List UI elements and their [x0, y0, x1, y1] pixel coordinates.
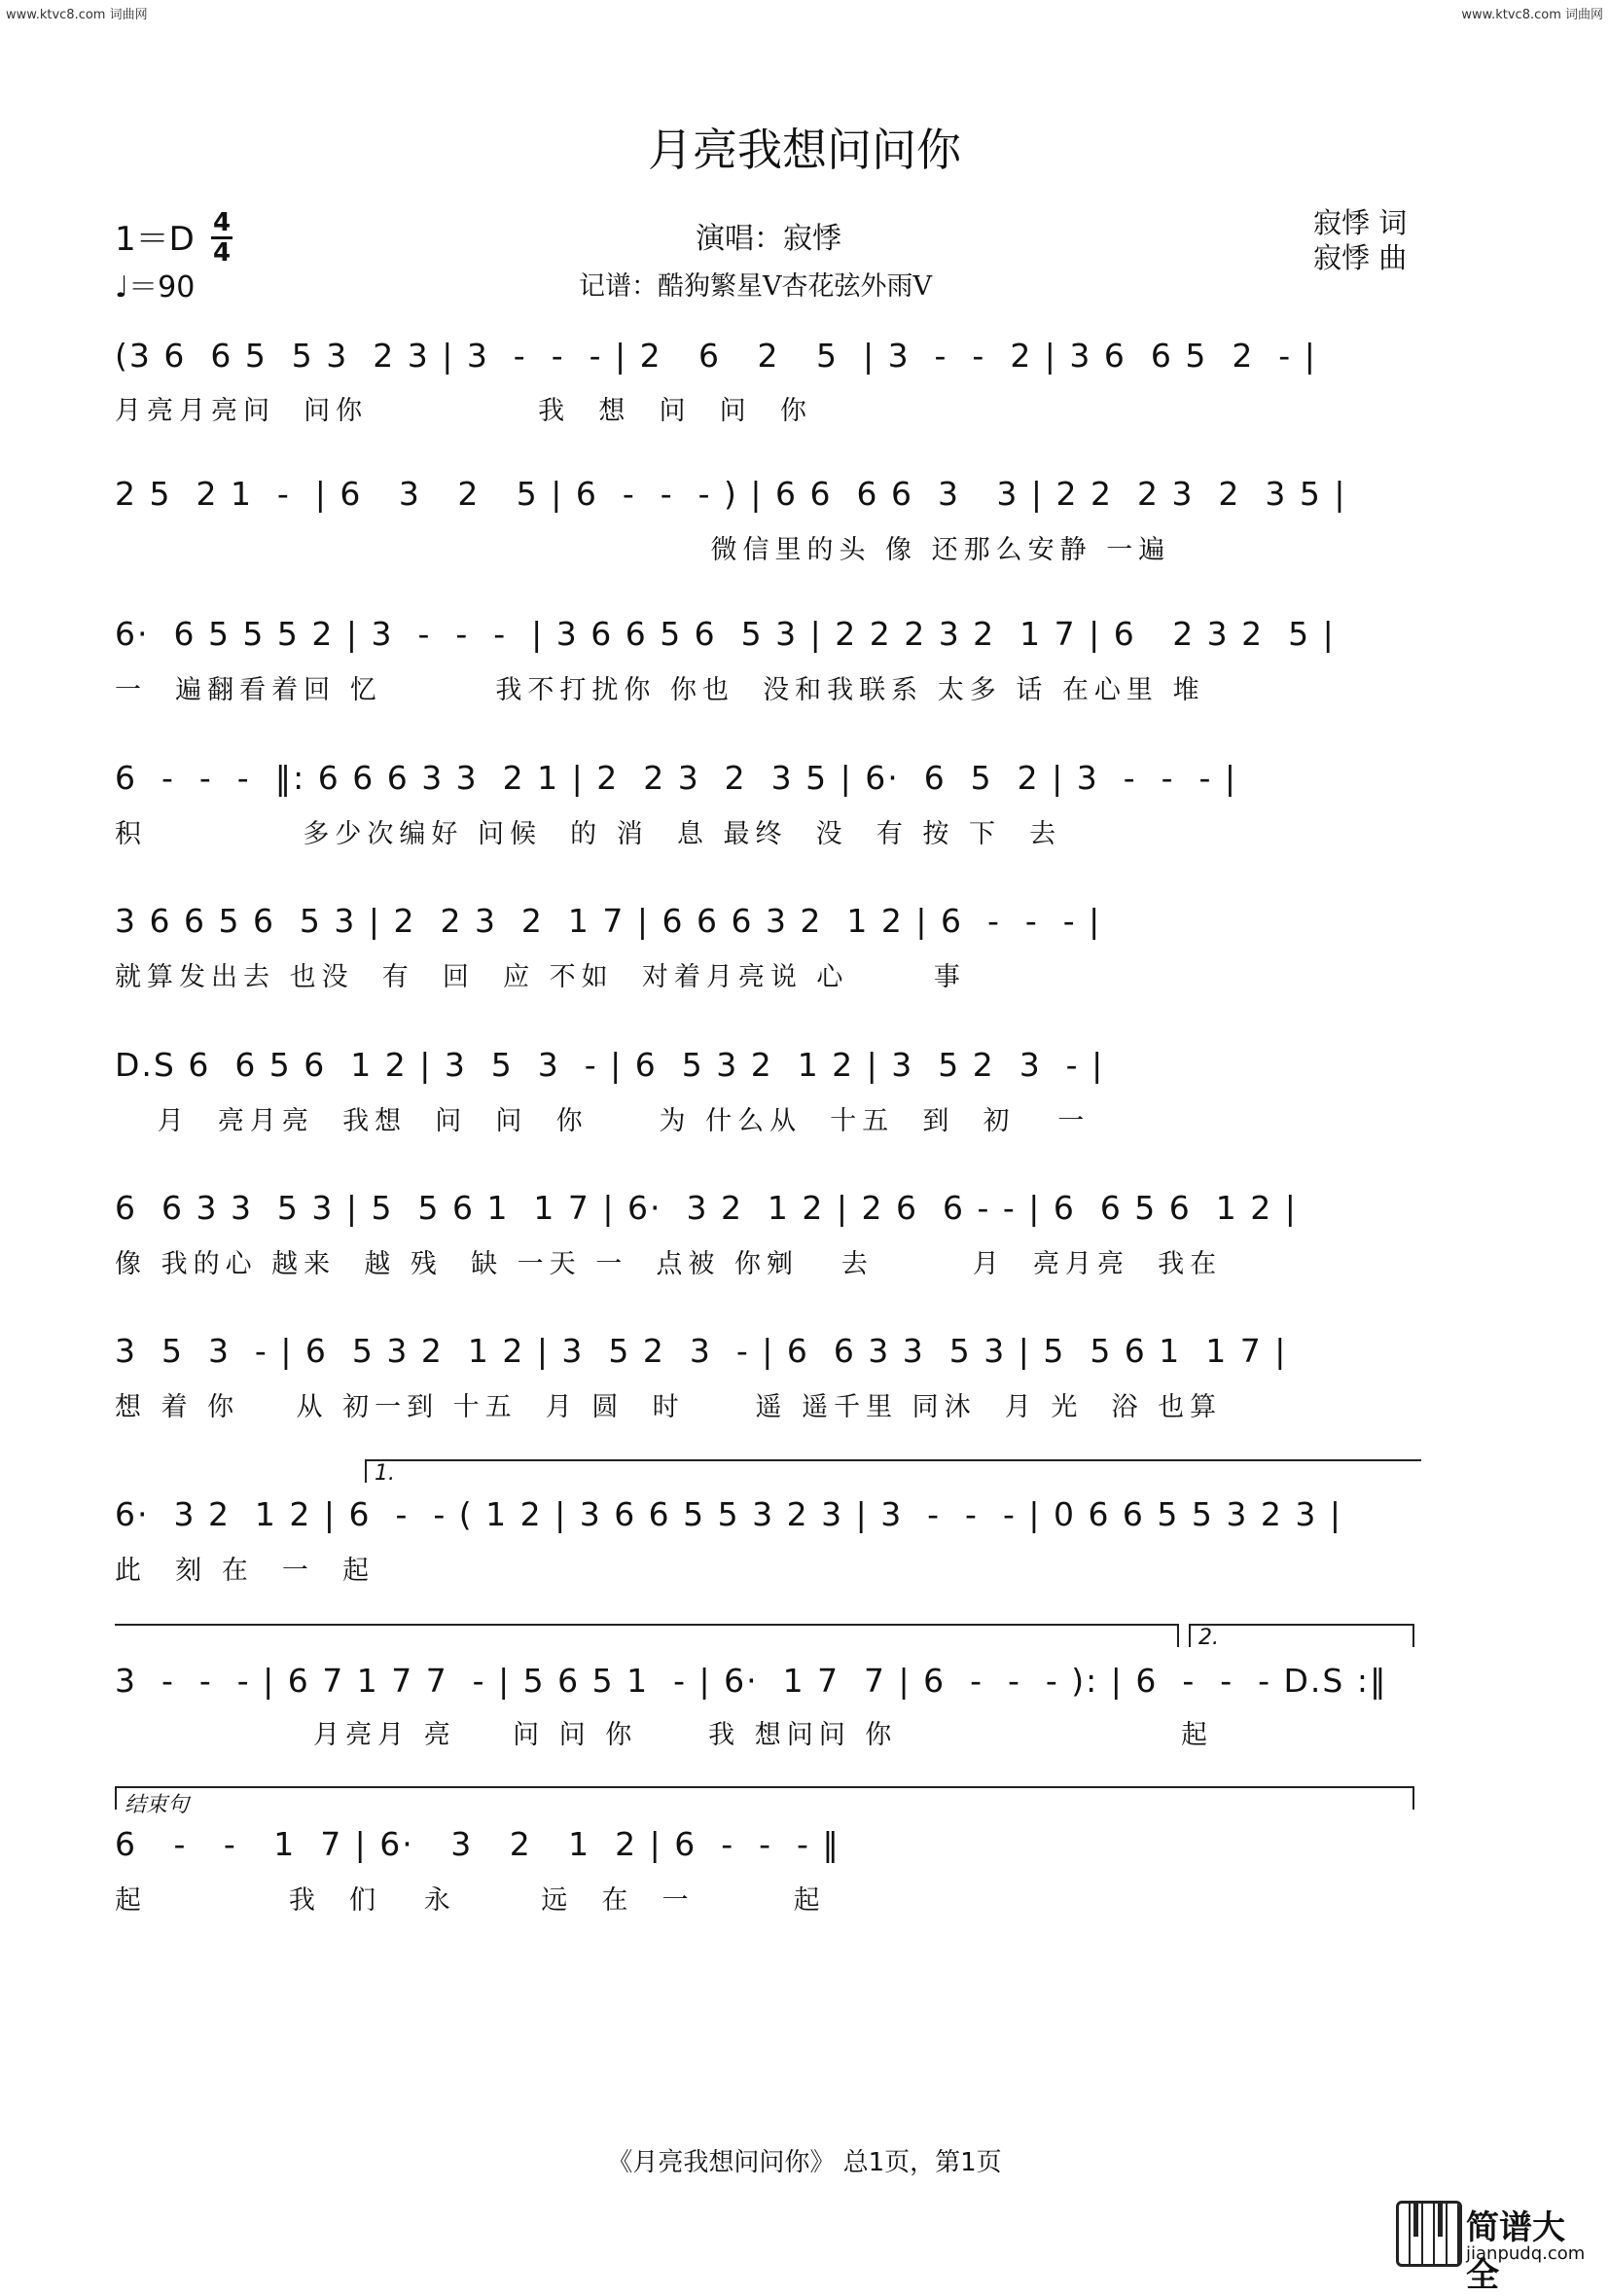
score-line-11-lyrics: 起 我 们 永 远 在 一 起 — [115, 1885, 826, 1916]
score-line-4-notes: 6 - - - ‖: 6 6 6 3 3 2 1 | 2 2 3 2 3 5 | 6· 6 5 2 | 3 - - - | — [115, 759, 1238, 797]
score-line-9-lyrics: 此 刻 在 一 起 — [115, 1556, 375, 1586]
volta-first-label: 1. — [375, 1461, 395, 1486]
score-line-8-notes: 3 5 3 - | 6 5 3 2 1 2 | 3 5 2 3 - | 6 6 3 3 5 3 | 5 5 6 1 1 7 | — [115, 1332, 1288, 1370]
score-line-6-lyrics: 月 亮月亮 我想 问 问 你 为 什么从 十五 到 初 一 — [115, 1106, 1091, 1136]
score-line-9-notes: 6· 3 2 1 2 | 6 - - ( 1 2 | 3 6 6 5 5 3 2 3 | 3 - - - | 0 6 6 5 5 3 2 3 | — [115, 1495, 1342, 1533]
ending-label: 结束句 — [125, 1793, 190, 1817]
score-line-1-notes: (3 6 6 5 5 3 2 3 | 3 - - - | 2 6 2 5 | 3 - - 2 | 3 6 6 5 2 - | — [115, 337, 1317, 375]
page-footer: 《月亮我想问问你》 总1页，第1页 — [607, 2148, 1002, 2177]
piano-keys-icon — [1396, 2201, 1462, 2267]
volta-first-continuation — [115, 1624, 1179, 1647]
score-line-6-notes: D.S 6 6 5 6 1 2 | 3 5 3 - | 6 5 3 2 1 2 | 3 5 2 3 - | — [115, 1046, 1105, 1084]
score-line-5-notes: 3 6 6 5 6 5 3 | 2 2 3 2 1 7 | 6 6 6 3 2 1 2 | 6 - - - | — [115, 902, 1102, 940]
time-signature — [210, 210, 233, 266]
key-signature: 1＝D — [115, 220, 195, 259]
ending-bracket — [115, 1786, 1414, 1817]
score-line-8-lyrics: 想 着 你 从 初一到 十五 月 圆 时 遥 遥千里 同沐 月 光 浴 也算 — [115, 1392, 1223, 1422]
volta-first-bracket — [365, 1459, 1421, 1486]
volta-second-label: 2. — [1198, 1626, 1219, 1650]
site-logo — [1396, 2201, 1591, 2295]
singer-credit: 演唱：寂悸 — [696, 222, 841, 256]
score-line-3-notes: 6· 6 5 5 5 2 | 3 - - - | 3 6 6 5 6 5 3 | 2 2 2 3 2 1 7 | 6 2 3 2 5 | — [115, 615, 1336, 653]
composer-credit: 寂悸 曲 — [1313, 241, 1408, 274]
score-line-5-lyrics: 就算发出去 也没 有 回 应 不如 对着月亮说 心 事 — [115, 962, 966, 992]
score-line-7-lyrics: 像 我的心 越来 越 残 缺 一天 一 点被 你剜 去 月 亮月亮 我在 — [115, 1249, 1223, 1279]
score-line-11-notes: 6 - - 1 7 | 6· 3 2 1 2 | 6 - - - ‖ — [115, 1825, 840, 1863]
time-signature-bottom: 4 — [212, 238, 232, 268]
logo-url: jianpudq.com — [1466, 2243, 1586, 2264]
transcriber-credit: 记谱：酷狗繁星V杏花弦外雨V — [579, 271, 932, 302]
score-line-2-lyrics: 微信里的头 像 还那么安静 一遍 — [115, 535, 1171, 565]
score-line-1-lyrics: 月亮月亮问 问你 我 想 问 问 你 — [115, 396, 812, 426]
score-line-10-notes: 3 - - - | 6 7 1 7 7 - | 5 6 5 1 - | 6· 1 7 7 | 6 - - - ): | 6 - - - D.S :‖ — [115, 1662, 1388, 1700]
logo-name: 简谱大全 — [1466, 2208, 1565, 2295]
tempo-marking: ♩＝90 — [115, 270, 196, 305]
song-title: 月亮我想问问你 — [648, 124, 961, 176]
lyricist-credit: 寂悸 词 — [1313, 206, 1408, 239]
volta-second-bracket — [1189, 1624, 1414, 1650]
score-line-3-lyrics: 一 遍翻看着回 忆 我不打扰你 你也 没和我联系 太多 话 在心里 堆 — [115, 675, 1205, 705]
watermark-left: www.ktvc8.com 词曲网 — [6, 8, 148, 22]
time-signature-top: 4 — [212, 208, 232, 237]
watermark-right: www.ktvc8.com 词曲网 — [1461, 8, 1603, 22]
score-line-4-lyrics: 积 多少次编好 问候 的 消 息 最终 没 有 按 下 去 — [115, 819, 1062, 849]
score-line-7-notes: 6 6 3 3 5 3 | 5 5 6 1 1 7 | 6· 3 2 1 2 | 2 6 6 - - | 6 6 5 6 1 2 | — [115, 1189, 1298, 1227]
score-line-10-lyrics: 月亮月 亮 问 问 你 我 想问问 你 起 — [115, 1720, 1213, 1750]
score-line-2-notes: 2 5 2 1 - | 6 3 2 5 | 6 - - - ) | 6 6 6 6 3 3 | 2 2 2 3 2 3 5 | — [115, 475, 1347, 513]
